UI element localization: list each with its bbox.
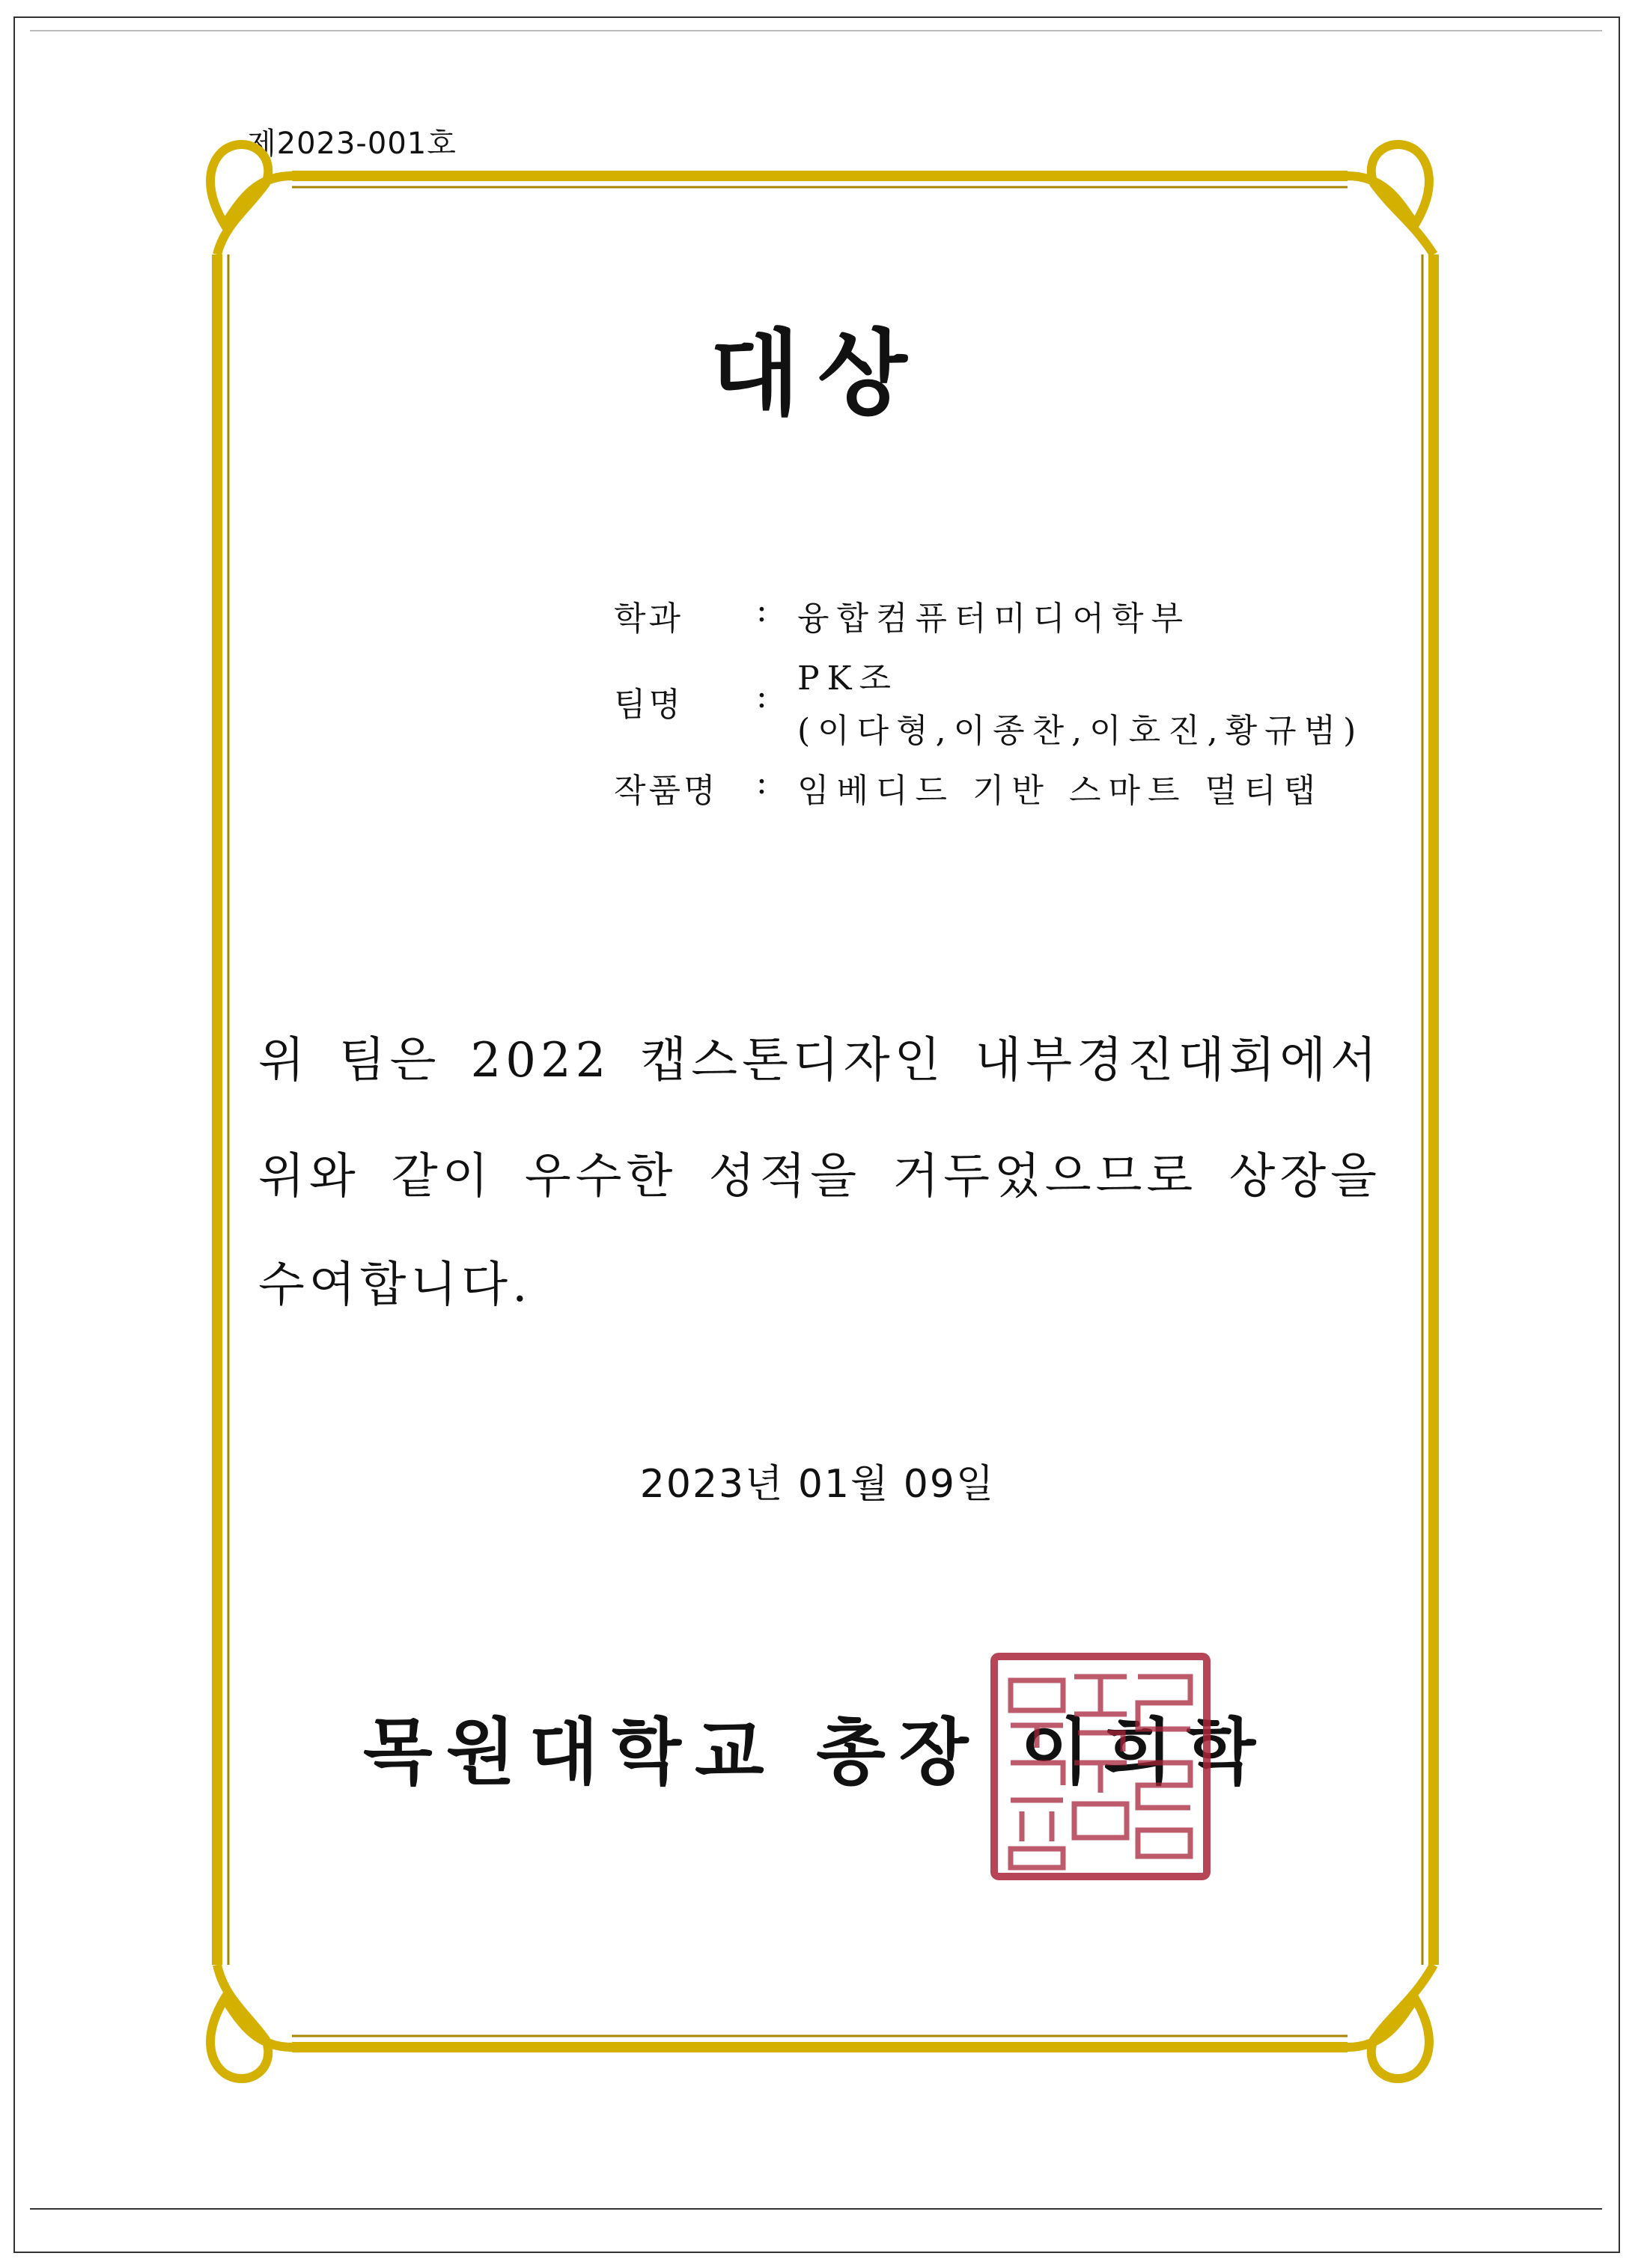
team-colon: : [756, 677, 767, 716]
official-seal-stamp [988, 1650, 1213, 1883]
department-value: 융합컴퓨터미디어학부 [797, 600, 1191, 638]
team-label: 팀명 [614, 686, 684, 724]
department-label: 학과 [614, 600, 684, 638]
issuer-signature-line: 목원대학교 총장 이희학 [363, 1710, 1270, 1794]
body-line-2: 위와 같이 우수한 성적을 거두었으므로 상장을 [258, 1149, 1381, 1204]
department-colon: : [756, 591, 767, 630]
work-label: 작품명 [614, 772, 719, 810]
issue-date: 2023년 01월 09일 [639, 1462, 996, 1507]
team-name: PK조 [797, 659, 898, 698]
work-value: 임베디드 기반 스마트 멀티탭 [797, 772, 1324, 810]
certificate-number: 제2023-001호 [247, 126, 457, 161]
body-line-1: 위 팀은 2022 캡스톤디자인 내부경진대회에서 [258, 1033, 1381, 1088]
certificate-title: 대상 [710, 320, 925, 428]
team-members: (이다형,이종찬,이호진,황규범) [797, 712, 1364, 750]
body-line-3: 수여합니다. [258, 1258, 532, 1313]
work-colon: : [756, 763, 767, 802]
